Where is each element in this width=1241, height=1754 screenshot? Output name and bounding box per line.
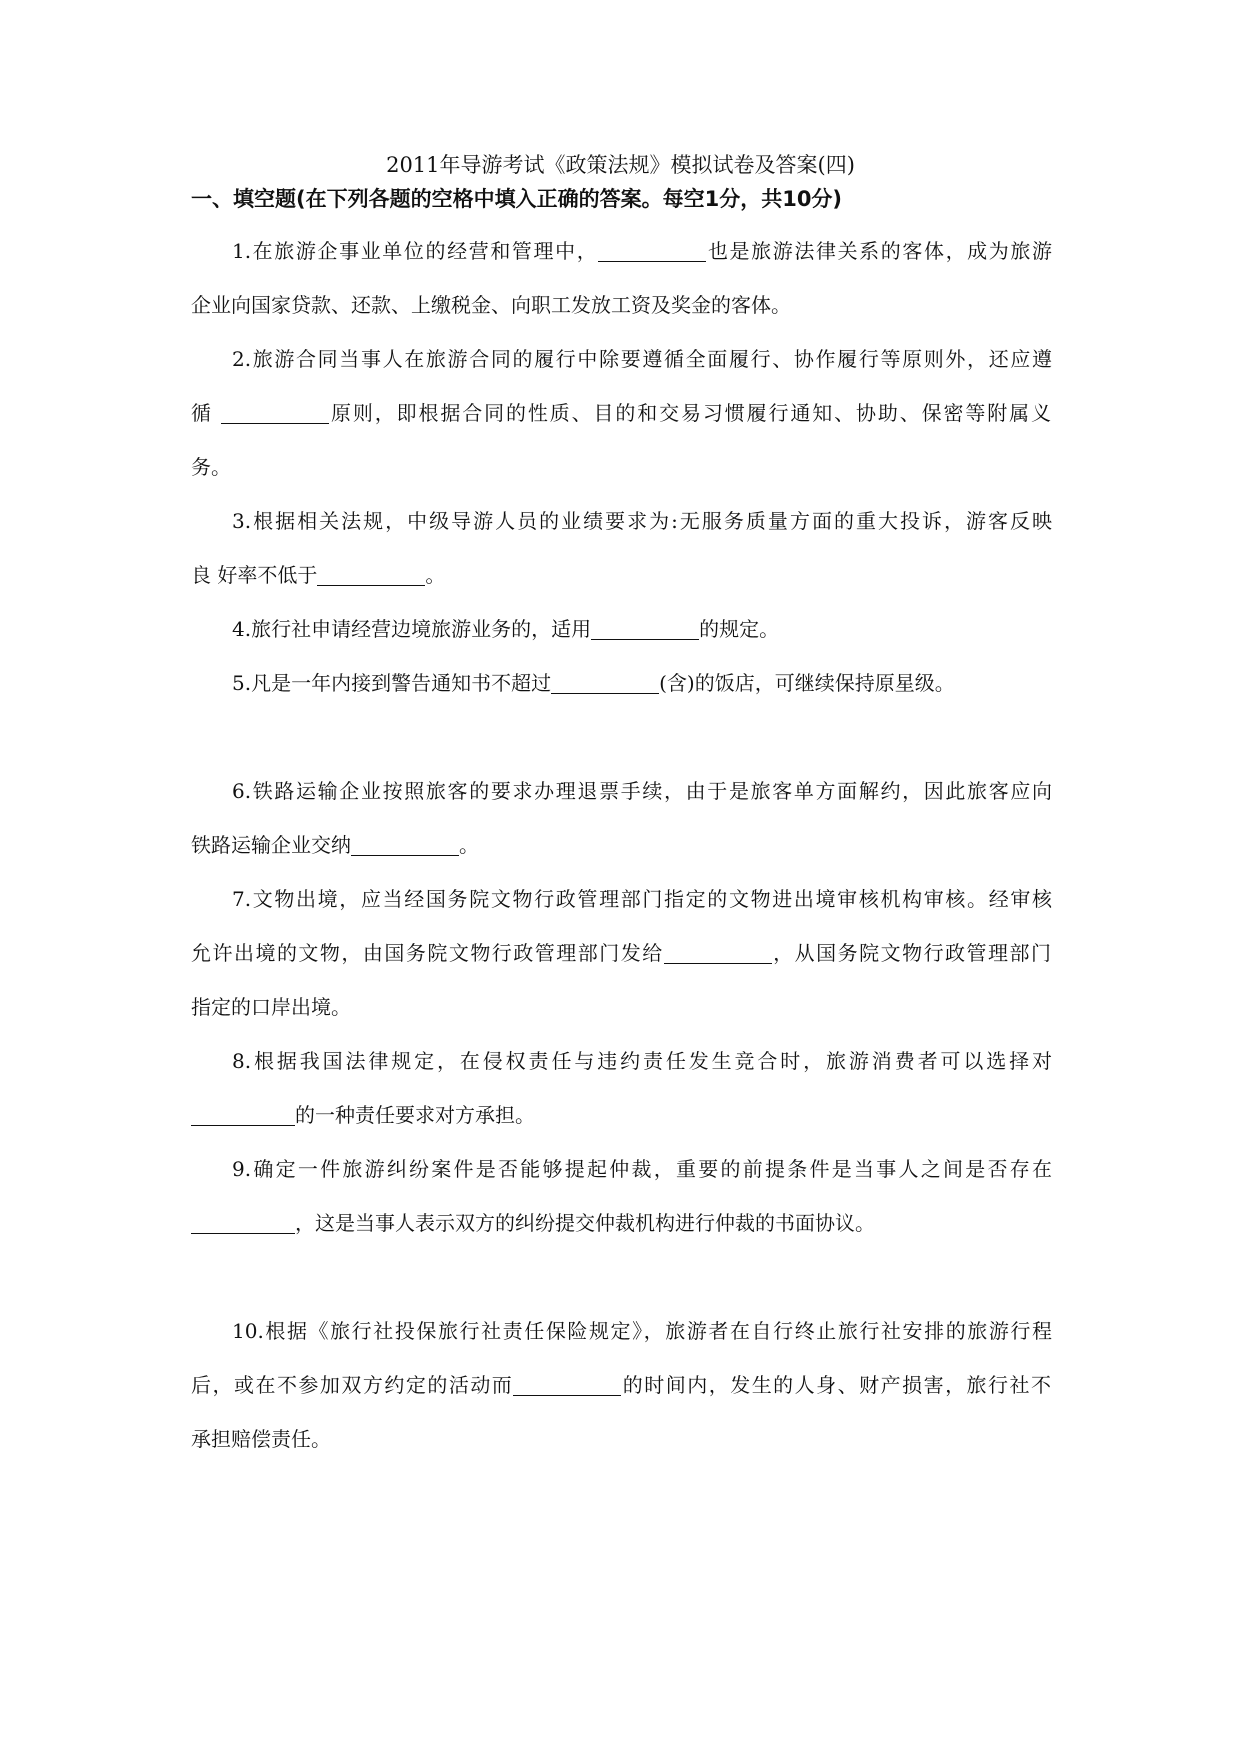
question-8-line-2: 的一种责任要求对方承担。 [191, 1100, 535, 1130]
question-2-line-2: 循 原则，即根据合同的性质、目的和交易习惯履行通知、协助、保密等附属义 [191, 401, 1051, 425]
question-6-line-2: 铁路运输企业交纳 。 [191, 833, 479, 857]
question-6-line-1: 6.铁路运输企业按照旅客的要求办理退票手续，由于是旅客单方面解约，因此旅客应向 [232, 779, 1052, 803]
answer-blank [664, 943, 772, 964]
answer-blank [221, 403, 329, 424]
section-heading: 一、填空题(在下列各题的空格中填入正确的答案。每空1分，共10分) [191, 187, 843, 211]
question-8-line-1: 8.根据我国法律规定，在侵权责任与违约责任发生竞合时，旅游消费者可以选择对 [232, 1049, 1052, 1073]
question-1-line-2: 企业向国家贷款、还款、上缴税金、向职工发放工资及奖金的客体。 [191, 293, 791, 317]
question-4-line-1: 4.旅行社申请经营边境旅游业务的，适用 的规定。 [232, 617, 780, 641]
answer-blank [351, 835, 459, 856]
question-9-line-2: ，这是当事人表示双方的纠纷提交仲裁机构进行仲裁的书面协议。 [191, 1208, 875, 1238]
question-9-line-1: 9.确定一件旅游纠纷案件是否能够提起仲裁，重要的前提条件是当事人之间是否存在 [232, 1157, 1052, 1181]
answer-blank [191, 1213, 295, 1234]
question-5-line-1: 5.凡是一年内接到警告通知书不超过 (含)的饭店，可继续保持原星级。 [232, 671, 955, 695]
answer-blank [191, 1105, 295, 1126]
question-3-line-2: 良 好率不低于 。 [191, 563, 446, 587]
document-title: 2011年导游考试《政策法规》模拟试卷及答案(四) [386, 153, 855, 177]
answer-blank [598, 241, 706, 262]
question-10-line-3: 承担赔偿责任。 [191, 1427, 331, 1451]
question-7-line-3: 指定的口岸出境。 [191, 995, 351, 1019]
question-3-line-1: 3.根据相关法规，中级导游人员的业绩要求为:无服务质量方面的重大投诉，游客反映 [232, 509, 1052, 533]
answer-blank [591, 619, 699, 640]
question-2-line-3: 务。 [191, 455, 231, 479]
answer-blank [551, 673, 659, 694]
question-7-line-2: 允许出境的文物，由国务院文物行政管理部门发给 ，从国务院文物行政管理部门 [191, 941, 1052, 965]
answer-blank [317, 565, 425, 586]
question-10-line-2: 后，或在不参加双方约定的活动而 的时间内，发生的人身、财产损害，旅行社不 [191, 1373, 1052, 1397]
question-2-line-1: 2.旅游合同当事人在旅游合同的履行中除要遵循全面履行、协作履行等原则外，还应遵 [232, 347, 1052, 371]
answer-blank [513, 1375, 621, 1396]
question-10-line-1: 10.根据《旅行社投保旅行社责任保险规定》，旅游者在自行终止旅行社安排的旅游行程 [232, 1319, 1052, 1343]
question-7-line-1: 7.文物出境，应当经国务院文物行政管理部门指定的文物进出境审核机构审核。经审核 [232, 887, 1052, 911]
question-1-line-1: 1.在旅游企事业单位的经营和管理中， 也是旅游法律关系的客体，成为旅游 [232, 239, 1052, 263]
